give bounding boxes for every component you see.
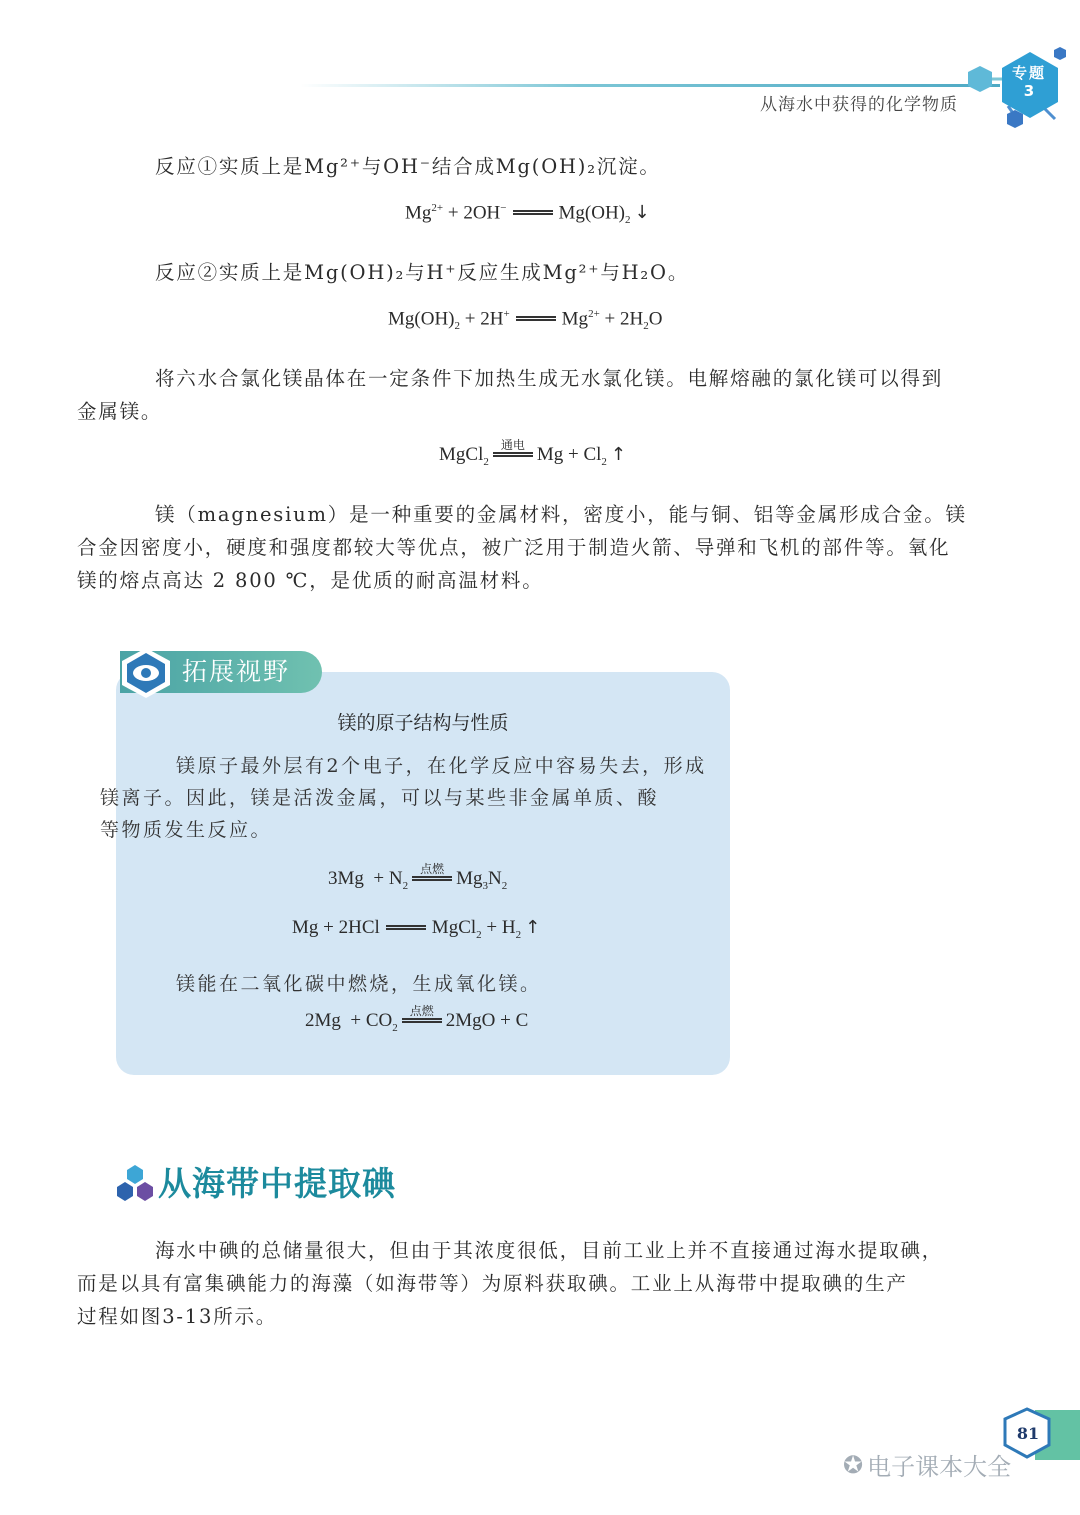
ignite-condition-1: 点燃 <box>420 862 445 877</box>
equation-mg-co2: $2Mg + CO_2$ 点燃 2MgO + C <box>305 1004 529 1034</box>
ignite-condition-2: 点燃 <box>409 1004 434 1019</box>
extension-title: 镁的原子结构与性质 <box>337 712 509 734</box>
iodine-line2: 而是以具有富集碘能力的海藻（如海带等）为原料获取碘。工业上从海带中提取碘的生产 <box>77 1272 908 1295</box>
iodine-paragraph <box>77 1234 976 1333</box>
magnesium-paragraph <box>77 498 976 597</box>
extension-paragraph <box>100 750 718 846</box>
iodine-line1: 海水中碘的总储量很大，但由于其浓度很低，目前工业上并不直接通过海水提取碘， <box>155 1239 944 1262</box>
eye-icon <box>118 646 174 700</box>
equation-mg-hcl: Mg + 2HCl MgCl$_2$ + $H_2$ ↑ <box>292 917 541 941</box>
watermark-text: 电子课本大全 <box>867 1453 1012 1481</box>
equation-electrolysis: MgCl$_2$ 通电 $Mg + Cl_2$ ↑ <box>439 438 627 468</box>
topic-label: 专题 <box>1011 64 1046 82</box>
magnesium-line1: 镁（magnesium）是一种重要的金属材料，密度小，能与铜、铝等金属形成合金。镁 <box>155 503 967 526</box>
wechat-icon: ✪ <box>843 1450 864 1479</box>
topic-number: 3 <box>1023 82 1035 100</box>
header-rule <box>300 84 1000 87</box>
iodine-line3: 过程如图3-13所示。 <box>77 1305 278 1328</box>
crystal-line1: 将六水合氯化镁晶体在一定条件下加热生成无水氯化镁。电解熔融的氯化镁可以得到 <box>155 367 944 390</box>
extension-line3: 等物质发生反应。 <box>100 819 273 841</box>
chapter-title: 从海水中获得的化学物质 <box>760 95 958 115</box>
co2-text: 镁能在二氧化碳中燃烧，生成氧化镁。 <box>176 973 542 995</box>
watermark <box>843 1447 1011 1482</box>
crystal-paragraph <box>77 362 976 428</box>
equation-mg-oh: $Mg^{2+} + 2OH^-$ $Mg(OH)_2$ ↓ <box>405 202 650 227</box>
magnesium-line3: 镁的熔点高达 2 800 ℃，是优质的耐高温材料。 <box>77 569 544 592</box>
extension-tab-label: 拓展视野 <box>182 657 291 686</box>
extension-line2: 镁离子。因此，镁是活泼金属，可以与某些非金属单质、酸 <box>100 787 660 809</box>
reaction2-text: 反应②实质上是Mg(OH)₂与H⁺反应生成Mg²⁺与H₂O。 <box>155 261 690 284</box>
crystal-line2: 金属镁。 <box>77 400 163 423</box>
extension-line1: 镁原子最外层有2个电子，在化学反应中容易失去，形成 <box>176 755 707 777</box>
section-hexagons-icon <box>115 1163 155 1203</box>
equation-mg-n2: $3Mg + N_2$ 点燃 $Mg_3N_2$ <box>328 862 508 892</box>
reaction1-text: 反应①实质上是Mg²⁺与OH⁻结合成Mg(OH)₂沉淀。 <box>155 155 661 178</box>
magnesium-line2: 合金因密度小，硬度和强度都较大等优点，被广泛用于制造火箭、导弹和飞机的部件等。氧化 <box>77 536 951 559</box>
electrolysis-condition: 通电 <box>500 438 525 453</box>
equation-mgoh-h: $Mg(OH)_2 + 2H^+$ $Mg^{2+} + 2H_2O$ <box>388 308 663 333</box>
page-number: 81 <box>1016 1424 1040 1443</box>
section-title: 从海带中提取碘 <box>158 1164 396 1203</box>
topic-badge-label <box>1004 64 1054 100</box>
